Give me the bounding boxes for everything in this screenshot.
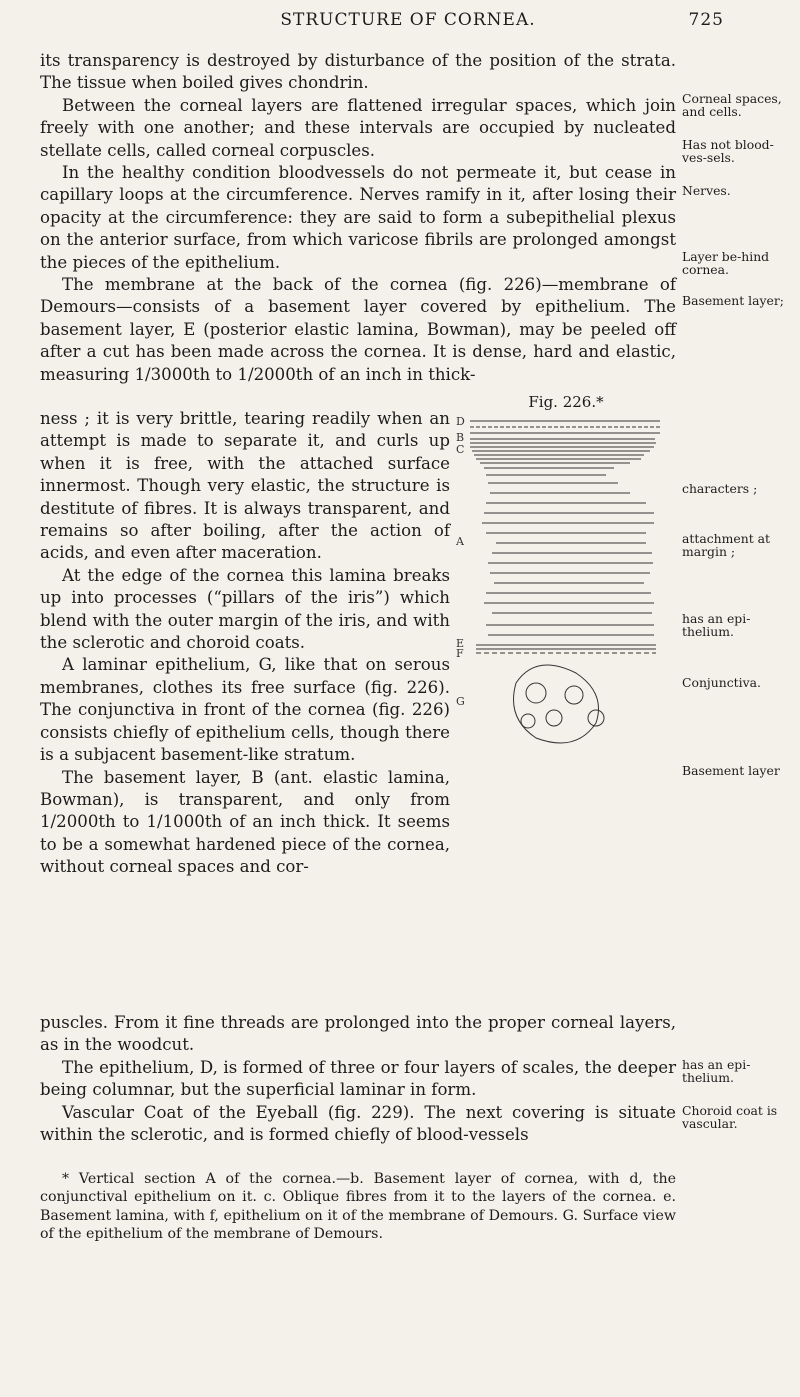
wrapped-body [40,408,450,879]
margin-note-corneal-spaces: Corneal spaces, and cells. [682,91,782,119]
margin-note-characters: characters ; [682,481,758,496]
paragraph-4b: ness ; it is very brittle, tearing readily when an attempt is made to separate it, and curls up when it is free, with the attached surface innermost. Though very elastic, the structure is destitute of fibres. It is always transparent, and remains so after boiling, after the action of acids, and even after maceration. [40,409,450,563]
footnote-text: * Vertical section A of the cornea.—b. Basement layer of cornea, with d, the conjunctival epithelium on it. c. Oblique fibres from it to the layers of the cornea. e. Basement lamina, with f, epithelium on it of the membrane of Demours. G. Surface view of the epithelium of the membrane of Demours. [40,1171,676,1243]
margin-note-bloodvessels: Has not blood-ves-sels. [682,137,774,165]
label-c: C [456,443,465,456]
paragraph-2: Between the corneal layers are flattened irregular spaces, which join freely with one another; and these intervals are occupied by nucleated stellate cells, called corneal corpuscles. [40,95,676,160]
label-e: E [456,637,465,650]
label-g: G [456,695,465,708]
upper-body [40,50,676,386]
label-d: D [456,415,465,428]
margin-note-attachment: attachment at margin ; [682,531,770,559]
paragraph-4a: The membrane at the back of the cornea (fig. 226)—membrane of Demours—consists of a basement layer covered by epithelium. The basement layer, E (posterior elastic lamina, Bowman), may be peeled off after a cut has been made across the cornea. It is dense, hard and elastic, measuring 1/3000th to 1/2000th of an inch in thick- [40,275,676,384]
paragraph-6: A laminar epithelium, G, like that on serous membranes, clothes its free surface (fig. 226). The conjunctiva in front of the cornea (fig. 226) consists chiefly of epithelium cells, though there is a subjacent basement-like stratum. [40,655,450,765]
margin-note-nerves: Nerves. [682,183,731,198]
paragraph-3: In the healthy condition bloodvessels do not permeate it, but cease in capillary loops at the circumference. Nerves ramify in it, after losing their opacity at the circumference: they are said to form a subepithelial plexus on the anterior surface, from which varicose fibrils are prolonged amongst the pieces of the epithelium. [40,163,676,272]
page-title: STRUCTURE OF CORNEA. [280,10,536,30]
figure-caption: Fig. 226.* [528,393,604,411]
paragraph-7: The basement layer, B (ant. elastic lamina, Bowman), is transparent, and only from 1/2000th to 1/1000th of an inch thick. It seems to be a somewhat hardened piece of the cornea, without corneal spaces and cor- [40,767,450,877]
figure-226 [456,393,676,753]
paragraph-5: At the edge of the cornea this lamina breaks up into processes (“pillars of the iris”) which blend with the outer margin of the iris, and with the sclerotic and choroid coats. [40,565,450,653]
cornea-section-illustration [456,413,676,753]
running-header [92,8,724,38]
margin-note-layer-behind: Layer be-hind cornea. [682,249,770,277]
page-number: 725 [688,10,724,30]
margin-note-epithelium-1: has an epi-thelium. [682,611,751,639]
paragraph-1: its transparency is destroyed by disturbance of the position of the strata. The tissue when boiled gives chondrin. [40,51,676,93]
label-f: F [456,647,464,660]
paragraph-9: Vascular Coat of the Eyeball (fig. 229). The next covering is situate within the sclerotic, and is formed chiefly of blood-vessels [40,1102,676,1145]
margin-note-basement-layer: Basement layer; [682,293,784,308]
label-a: A [456,535,464,548]
margin-note-conjunctiva: Conjunctiva. [682,675,761,690]
margin-note-epithelium-2: has an epi-thelium. [682,1057,751,1085]
lower-body [40,1012,676,1146]
footnote [40,1170,676,1244]
label-b: B [456,431,465,444]
margin-note-choroid: Choroid coat is vascular. [682,1103,778,1131]
paragraph-8: The epithelium, D, is formed of three or four layers of scales, the deeper being columnar, but the superficial laminar in form. [40,1057,676,1100]
paragraph-7b: puscles. From it fine threads are prolonged into the proper corneal layers, as in the woodcut. [40,1013,676,1055]
margin-note-basement-2: Basement layer [682,763,780,778]
